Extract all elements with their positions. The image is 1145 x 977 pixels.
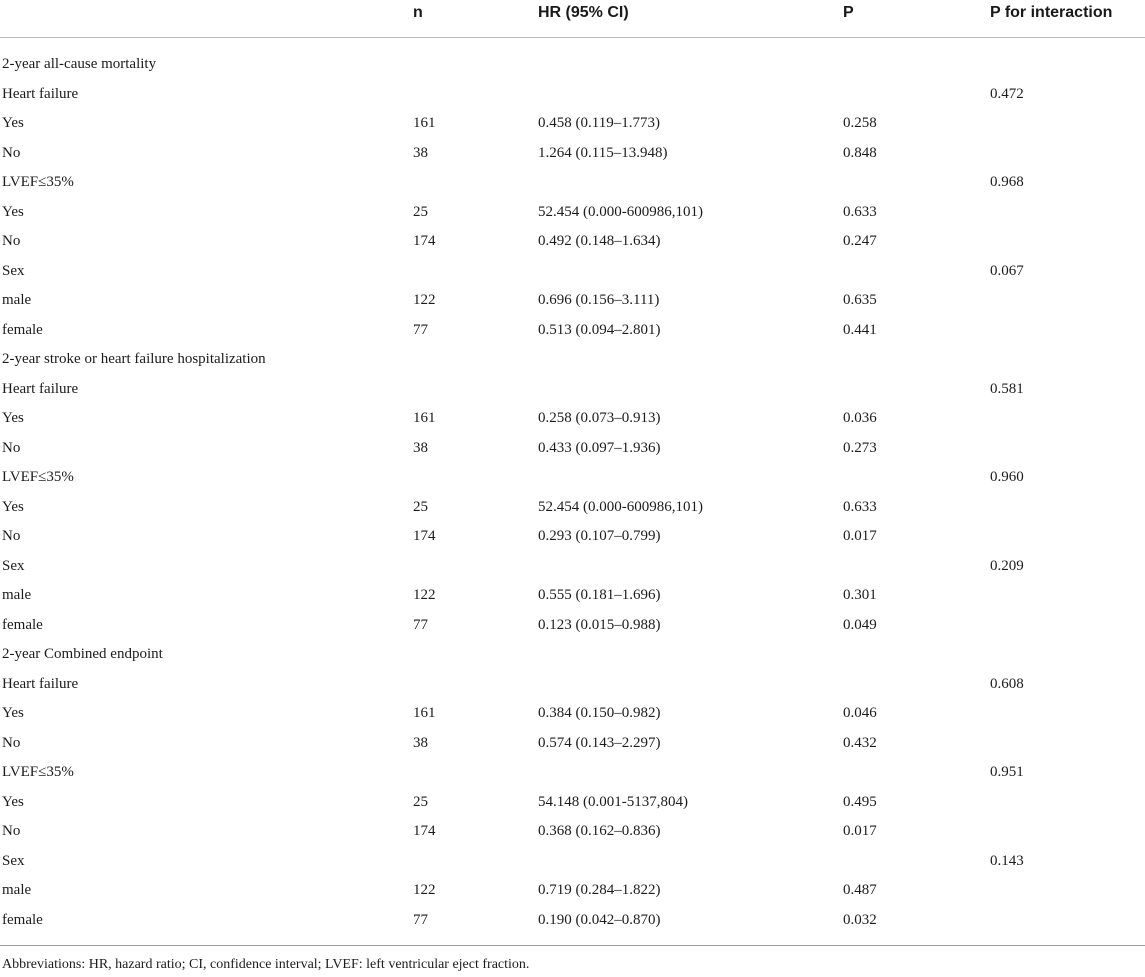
row-label: LVEF≤35% — [2, 764, 74, 780]
table-row — [0, 611, 1145, 641]
p-interaction-cell — [990, 434, 1145, 464]
hr-cell: 52.454 (0.000-600986,101) — [538, 498, 703, 515]
n-cell — [413, 80, 538, 110]
table-row — [0, 552, 1145, 582]
hr-cell: 0.190 (0.042–0.870) — [538, 911, 661, 928]
n-cell — [413, 758, 538, 788]
row-label: Yes — [2, 793, 24, 810]
table-row — [0, 788, 1145, 818]
row-label: Heart failure — [2, 380, 79, 397]
p-interaction-cell: 0.143 — [990, 852, 1024, 869]
n-cell: 77 — [413, 911, 428, 928]
p-cell — [843, 375, 990, 405]
row-label: Yes — [2, 705, 24, 721]
p-interaction-cell: 0.472 — [990, 85, 1024, 102]
row-label: Heart failure — [2, 675, 79, 692]
table-row — [0, 375, 1145, 405]
p-cell: 0.036 — [843, 410, 877, 426]
hr-cell: 0.384 (0.150–0.982) — [538, 705, 661, 721]
row-label: male — [2, 587, 32, 603]
p-cell — [843, 257, 990, 287]
header-subgroup — [0, 0, 413, 38]
p-interaction-cell — [990, 404, 1145, 434]
p-interaction-cell — [990, 198, 1145, 228]
hr-cell — [538, 257, 843, 287]
n-cell: 161 — [413, 410, 436, 426]
p-interaction-cell — [990, 493, 1145, 523]
n-cell: 38 — [413, 734, 428, 751]
row-label: male — [2, 882, 32, 898]
row-label: Yes — [2, 115, 24, 131]
hr-cell — [538, 168, 843, 198]
spacer-cell — [0, 935, 1145, 946]
row-label: LVEF≤35% — [2, 469, 74, 485]
p-cell — [843, 670, 990, 700]
p-cell — [843, 847, 990, 877]
hr-cell — [538, 50, 843, 80]
n-cell — [413, 847, 538, 877]
p-interaction-cell — [990, 640, 1145, 670]
hr-cell: 0.123 (0.015–0.988) — [538, 616, 661, 633]
hr-cell: 0.492 (0.148–1.634) — [538, 233, 661, 249]
p-interaction-cell — [990, 729, 1145, 759]
table-row — [0, 434, 1145, 464]
p-interaction-cell — [990, 581, 1145, 611]
n-cell — [413, 463, 538, 493]
n-cell — [413, 375, 538, 405]
p-cell: 0.273 — [843, 439, 877, 456]
p-cell — [843, 345, 990, 375]
row-label: LVEF≤35% — [2, 174, 74, 190]
table-row — [0, 847, 1145, 877]
p-cell: 0.633 — [843, 203, 877, 220]
table-row — [0, 640, 1145, 670]
table-row — [0, 198, 1145, 228]
table-row — [0, 817, 1145, 847]
p-interaction-cell — [990, 139, 1145, 169]
n-cell — [413, 50, 538, 80]
p-cell: 0.301 — [843, 587, 877, 603]
p-cell: 0.495 — [843, 793, 877, 810]
table-row — [0, 286, 1145, 316]
n-cell: 38 — [413, 144, 428, 161]
p-cell: 0.247 — [843, 233, 877, 249]
header-row — [0, 0, 1145, 38]
row-label: No — [2, 528, 21, 544]
n-cell: 122 — [413, 292, 436, 308]
p-interaction-cell: 0.581 — [990, 380, 1024, 397]
hr-cell: 0.574 (0.143–2.297) — [538, 734, 661, 751]
p-cell: 0.032 — [843, 911, 877, 928]
p-cell — [843, 80, 990, 110]
p-cell: 0.633 — [843, 498, 877, 515]
hr-cell: 1.264 (0.115–13.948) — [538, 144, 668, 161]
row-label: No — [2, 439, 21, 456]
p-cell: 0.441 — [843, 321, 877, 338]
hr-cell: 0.258 (0.073–0.913) — [538, 410, 661, 426]
n-cell: 174 — [413, 233, 436, 249]
hr-cell — [538, 640, 843, 670]
p-interaction-cell — [990, 906, 1145, 936]
table-row — [0, 227, 1145, 257]
hr-cell — [538, 670, 843, 700]
p-interaction-cell: 0.209 — [990, 557, 1024, 574]
n-cell — [413, 257, 538, 287]
p-interaction-cell — [990, 227, 1145, 257]
header-hr: HR (95% CI) — [538, 0, 843, 38]
p-cell: 0.046 — [843, 705, 877, 721]
n-cell: 161 — [413, 115, 436, 131]
row-label: Sex — [2, 262, 25, 279]
header-p-interaction: P for interaction — [990, 0, 1145, 38]
hr-cell — [538, 847, 843, 877]
hr-cell: 54.148 (0.001-5137,804) — [538, 793, 688, 810]
table-body — [0, 38, 1145, 946]
row-label: Yes — [2, 498, 24, 515]
p-cell: 0.848 — [843, 144, 877, 161]
hr-cell: 0.555 (0.181–1.696) — [538, 587, 661, 603]
row-label: No — [2, 823, 21, 839]
n-cell: 25 — [413, 203, 428, 220]
row-label: Yes — [2, 203, 24, 220]
n-cell: 122 — [413, 882, 436, 898]
hr-cell: 0.368 (0.162–0.836) — [538, 823, 661, 839]
n-cell: 174 — [413, 528, 436, 544]
table-row — [0, 139, 1145, 169]
row-label: No — [2, 144, 21, 161]
row-label: female — [2, 911, 43, 928]
p-interaction-cell — [990, 50, 1145, 80]
p-interaction-cell — [990, 876, 1145, 906]
n-cell: 122 — [413, 587, 436, 603]
n-cell: 25 — [413, 498, 428, 515]
table-row — [0, 463, 1145, 493]
table-row — [0, 876, 1145, 906]
n-cell — [413, 640, 538, 670]
p-interaction-cell — [990, 345, 1145, 375]
p-cell — [843, 168, 990, 198]
hr-cell: 0.293 (0.107–0.799) — [538, 528, 661, 544]
row-label: No — [2, 233, 21, 249]
table-row — [0, 316, 1145, 346]
n-cell: 77 — [413, 321, 428, 338]
table-row — [0, 758, 1145, 788]
hr-cell: 0.696 (0.156–3.111) — [538, 292, 660, 308]
p-cell: 0.258 — [843, 115, 877, 131]
p-interaction-cell: 0.960 — [990, 469, 1024, 485]
p-interaction-cell — [990, 316, 1145, 346]
table-row — [0, 493, 1145, 523]
table-row — [0, 109, 1145, 139]
hr-cell — [538, 345, 843, 375]
p-cell: 0.487 — [843, 882, 877, 898]
n-cell — [413, 670, 538, 700]
row-label: Sex — [2, 852, 25, 869]
hr-cell: 0.513 (0.094–2.801) — [538, 321, 661, 338]
table-bottom-rule — [0, 935, 1145, 946]
n-cell — [413, 345, 538, 375]
p-cell: 0.017 — [843, 823, 877, 839]
spacer-cell — [0, 38, 1145, 51]
hr-cell: 0.458 (0.119–1.773) — [538, 115, 660, 131]
row-label: female — [2, 321, 43, 338]
p-interaction-cell — [990, 109, 1145, 139]
row-label: Sex — [2, 557, 25, 574]
p-interaction-cell: 0.951 — [990, 764, 1024, 780]
p-interaction-cell: 0.968 — [990, 174, 1024, 190]
table-row — [0, 699, 1145, 729]
row-label: 2-year stroke or heart failure hospitalization — [2, 351, 266, 367]
header-n: n — [413, 0, 538, 38]
hr-cell — [538, 758, 843, 788]
n-cell: 38 — [413, 439, 428, 456]
hr-cell — [538, 552, 843, 582]
row-label: 2-year Combined endpoint — [2, 646, 163, 662]
row-label: female — [2, 616, 43, 633]
table-row — [0, 670, 1145, 700]
n-cell: 161 — [413, 705, 436, 721]
hr-cell — [538, 375, 843, 405]
n-cell — [413, 168, 538, 198]
p-interaction-cell — [990, 788, 1145, 818]
hr-cell: 0.433 (0.097–1.936) — [538, 439, 661, 456]
table-row — [0, 906, 1145, 936]
p-cell: 0.635 — [843, 292, 877, 308]
p-interaction-cell: 0.067 — [990, 262, 1024, 279]
n-cell: 25 — [413, 793, 428, 810]
table-footnote: Abbreviations: HR, hazard ratio; CI, confidence interval; LVEF: left ventricular eject fraction. — [2, 957, 530, 972]
p-cell — [843, 463, 990, 493]
row-label: No — [2, 734, 21, 751]
table-row — [0, 404, 1145, 434]
p-interaction-cell — [990, 699, 1145, 729]
n-cell: 174 — [413, 823, 436, 839]
hr-cell: 0.719 (0.284–1.822) — [538, 882, 661, 898]
p-interaction-cell — [990, 522, 1145, 552]
table-row — [0, 729, 1145, 759]
table-row — [0, 581, 1145, 611]
p-cell: 0.432 — [843, 734, 877, 751]
p-interaction-cell — [990, 286, 1145, 316]
hr-cell — [538, 80, 843, 110]
table-row — [0, 50, 1145, 80]
header-p: P — [843, 0, 990, 38]
row-label: 2-year all-cause mortality — [2, 56, 157, 72]
n-cell — [413, 552, 538, 582]
table-row — [0, 80, 1145, 110]
p-cell — [843, 50, 990, 80]
hr-cell — [538, 463, 843, 493]
p-interaction-cell — [990, 817, 1145, 847]
hr-cell: 52.454 (0.000-600986,101) — [538, 203, 703, 220]
p-cell — [843, 552, 990, 582]
n-cell: 77 — [413, 616, 428, 633]
p-cell: 0.017 — [843, 528, 877, 544]
table-row — [0, 522, 1145, 552]
p-cell — [843, 758, 990, 788]
p-cell: 0.049 — [843, 616, 877, 633]
row-label: Yes — [2, 410, 24, 426]
p-cell — [843, 640, 990, 670]
row-label: Heart failure — [2, 85, 79, 102]
table-row — [0, 168, 1145, 198]
table-header — [0, 0, 1145, 38]
p-interaction-cell: 0.608 — [990, 675, 1024, 692]
row-label: male — [2, 292, 32, 308]
table-row — [0, 345, 1145, 375]
spacer-row — [0, 38, 1145, 51]
table-row — [0, 257, 1145, 287]
p-interaction-cell — [990, 611, 1145, 641]
